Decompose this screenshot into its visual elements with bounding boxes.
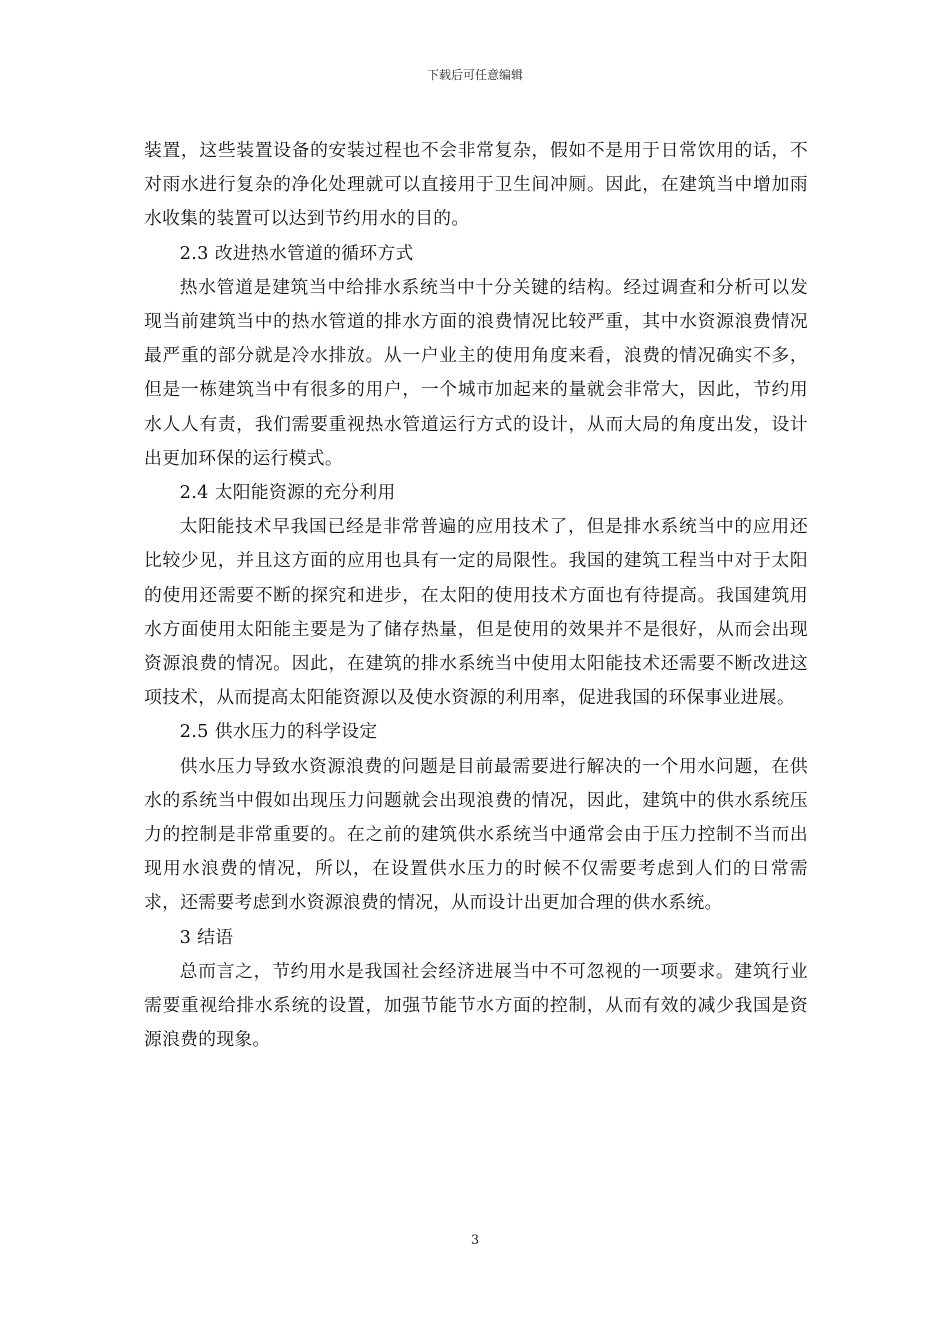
section-heading-2-4: 2.4 太阳能资源的充分利用 bbox=[179, 482, 396, 504]
section-heading-3-conclusion: 3 结语 bbox=[179, 926, 234, 948]
paragraph-water-pressure: 供水压力导致水资源浪费的问题是目前最需要进行解决的一个用水问题，在供水的系统当中假如出现压力问题就会出现浪费的情况，因此，建筑中的供水系统压力的控制是非常重要的。在之前的建筑供水系统当中通常会由于压力控制不当而出现用水浪费的情况，所以，在设置供水压力的时候不仅需要考虑到人们的日常需求，还需要考虑到水资源浪费的情况，从而设计出更加合理的供水系统。 bbox=[144, 755, 808, 914]
paragraph-conclusion: 总而言之，节约用水是我国社会经济进展当中不可忽视的一项要求。建筑行业需要重视给排水系统的设置，加强节能节水方面的控制，从而有效的减少我国是资源浪费的现象。 bbox=[144, 960, 808, 1051]
section-heading-2-3: 2.3 改进热水管道的循环方式 bbox=[179, 242, 414, 264]
paragraph-hot-water-pipes: 热水管道是建筑当中给排水系统当中十分关键的结构。经过调查和分析可以发现当前建筑当中的热水管道的排水方面的浪费情况比较严重，其中水资源浪费情况最严重的部分就是冷水排放。从一户业主的使用角度来看，浪费的情况确实不多，但是一栋建筑当中有很多的用户，一个城市加起来的量就会非常大，因此，节约用水人人有责，我们需要重视热水管道运行方式的设计，从而大局的角度出发，设计出更加环保的运行模式。 bbox=[144, 276, 808, 469]
section-heading-2-5: 2.5 供水压力的科学设定 bbox=[179, 721, 378, 743]
document-body bbox=[144, 134, 808, 1057]
page-number: 3 bbox=[470, 1233, 480, 1248]
paragraph-solar-energy: 太阳能技术早我国已经是非常普遍的应用技术了，但是排水系统当中的应用还比较少见，并且这方面的应用也具有一定的局限性。我国的建筑工程当中对于太阳的使用还需要不断的探究和进步，在太阳的使用技术方面也有待提高。我国建筑用水方面使用太阳能主要是为了储存热量，但是使用的效果并不是很好，从而会出现资源浪费的情况。因此，在建筑的排水系统当中使用太阳能技术还需要不断改进这项技术，从而提高太阳能资源以及使水资源的利用率，促进我国的环保事业进展。 bbox=[144, 516, 808, 709]
page-header: 下载后可任意编辑 bbox=[426, 68, 523, 82]
paragraph-rainwater-collection: 装置，这些装置设备的安装过程也不会非常复杂，假如不是用于日常饮用的话，不对雨水进行复杂的净化处理就可以直接用于卫生间冲厕。因此，在建筑当中增加雨水收集的装置可以达到节约用水的目的。 bbox=[144, 140, 808, 230]
